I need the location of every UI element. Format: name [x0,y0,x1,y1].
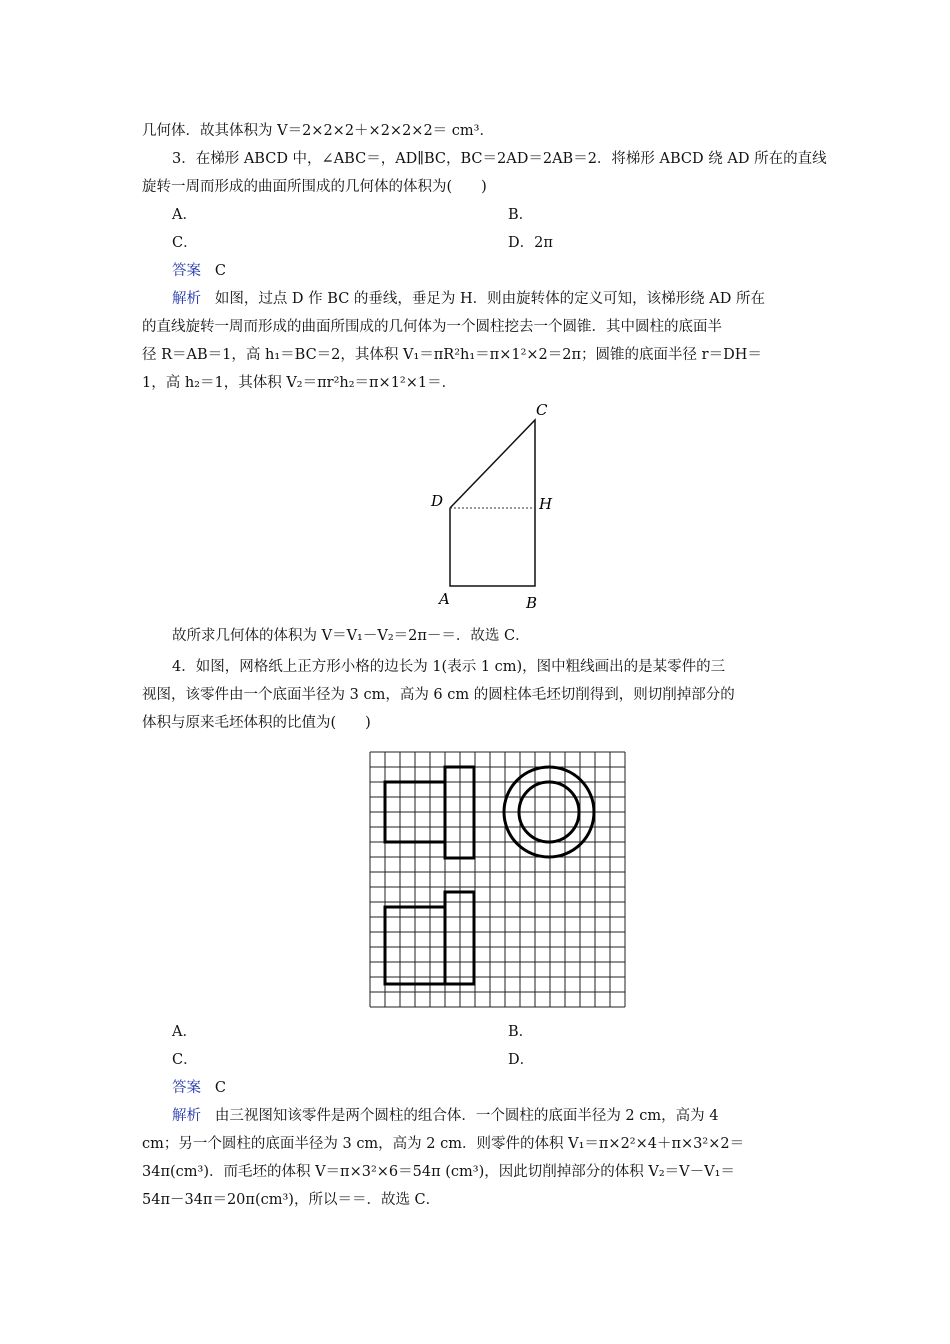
analysis-line-1 [172,1106,812,1126]
option-d: D． [508,1052,535,1068]
question-3-line-2: 旋转一周而形成的曲面所围成的几何体的体积为( ) [142,179,487,195]
question-4-line-1: 4．如图，网格纸上正方形小格的边长为 1(表示 1 cm)，图中粗线画出的是某零件的三 [172,659,726,675]
analysis-line-2: cm；另一个圆柱的底面半径为 3 cm，高为 2 cm．则零件的体积 V₁＝π×2²×4＋π×3²×2＝ [142,1136,745,1152]
analysis-line-1 [172,289,812,309]
option-c: C． [172,235,198,251]
question-4-line-3: 体积与原来毛坯体积的比值为( ) [142,715,371,731]
analysis-label: 解析 [172,1108,201,1124]
label-b: B [526,594,538,612]
text-line: 几何体．故其体积为 V＝2×2×2＋×2×2×2＝ cm³． [142,123,494,139]
option-a: A． [172,207,197,223]
label-c: C [536,401,548,419]
label-a: A [439,590,450,608]
trapezoid-figure [418,398,568,620]
option-a: A． [172,1024,197,1040]
question-4-line-2: 视图，该零件由一个底面半径为 3 cm，高为 6 cm 的圆柱体毛坯切削得到，则切削掉部分的 [142,687,735,703]
analysis-text: 由三视图知该零件是两个圆柱的组合体．一个圆柱的底面半径为 2 cm，高为 4 [214,1108,719,1124]
analysis-text: 如图，过点 D 作 BC 的垂线，垂足为 H．则由旋转体的定义可知，该梯形绕 AD 所在 [214,291,765,307]
answer-row [172,1078,226,1098]
analysis-line-2: 的直线旋转一周而形成的曲面所围成的几何体为一个圆柱挖去一个圆锥．其中圆柱的底面半 [142,319,722,335]
answer-label: 答案 [172,1080,201,1096]
answer-value: C [214,263,226,279]
conclusion: 故所求几何体的体积为 V＝V₁－V₂＝2π－＝．故选 C． [172,628,530,644]
option-b: B． [508,207,534,223]
answer-value: C [214,1080,226,1096]
three-view-grid-figure [353,742,635,1017]
question-3-line-1: 3．在梯形 ABCD 中，∠ABC＝，AD∥BC，BC＝2AD＝2AB＝2．将梯形 ABCD 绕 AD 所在的直线 [172,151,827,167]
trapezoid-outline [450,420,535,586]
analysis-line-3: 径 R＝AB＝1，高 h₁＝BC＝2，其体积 V₁＝πR²h₁＝π×1²×2＝2π；圆锥的底面半径 r＝DH＝ [142,347,762,363]
answer-row [172,261,226,281]
analysis-line-4: 1，高 h₂＝1，其体积 V₂＝πr²h₂＝π×1²×1＝． [142,375,457,391]
analysis-line-3: 34π(cm³)．而毛坯的体积 V＝π×3²×6＝54π (cm³)，因此切削掉部分的体积 V₂＝V－V₁＝ [142,1164,735,1180]
option-d: D．2π [508,235,553,251]
analysis-label: 解析 [172,291,201,307]
answer-label: 答案 [172,263,201,279]
analysis-line-4: 54π－34π＝20π(cm³)，所以＝＝．故选 C． [142,1192,441,1208]
option-b: B． [508,1024,534,1040]
label-h: H [539,495,553,513]
option-c: C． [172,1052,198,1068]
label-d: D [431,492,444,510]
